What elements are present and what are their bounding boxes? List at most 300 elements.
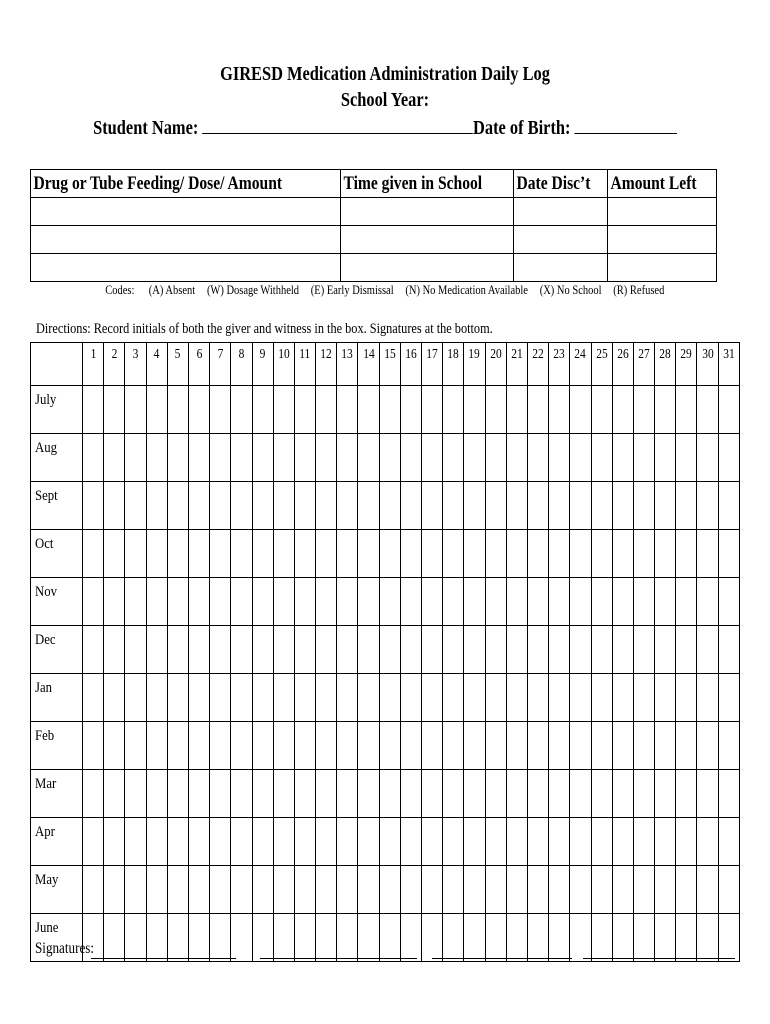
initials-cell[interactable]	[485, 578, 506, 626]
initials-cell[interactable]	[633, 914, 654, 962]
initials-cell[interactable]	[422, 674, 443, 722]
initials-cell[interactable]	[188, 818, 209, 866]
initials-cell[interactable]	[379, 434, 400, 482]
initials-cell[interactable]	[591, 674, 612, 722]
initials-cell[interactable]	[379, 722, 400, 770]
initials-cell[interactable]	[697, 722, 718, 770]
initials-cell[interactable]	[633, 770, 654, 818]
initials-cell[interactable]	[718, 674, 739, 722]
initials-cell[interactable]	[485, 770, 506, 818]
initials-cell[interactable]	[337, 626, 358, 674]
initials-cell[interactable]	[485, 866, 506, 914]
initials-cell[interactable]	[506, 818, 527, 866]
initials-cell[interactable]	[527, 770, 548, 818]
initials-cell[interactable]	[633, 386, 654, 434]
initials-cell[interactable]	[231, 626, 252, 674]
initials-cell[interactable]	[273, 674, 294, 722]
drug-table-cell[interactable]	[607, 198, 716, 226]
initials-cell[interactable]	[231, 578, 252, 626]
initials-cell[interactable]	[188, 914, 209, 962]
initials-cell[interactable]	[527, 482, 548, 530]
initials-cell[interactable]	[422, 866, 443, 914]
initials-cell[interactable]	[252, 578, 273, 626]
drug-table-cell[interactable]	[607, 254, 716, 282]
initials-cell[interactable]	[422, 626, 443, 674]
initials-cell[interactable]	[527, 578, 548, 626]
initials-cell[interactable]	[358, 914, 379, 962]
initials-cell[interactable]	[718, 722, 739, 770]
initials-cell[interactable]	[337, 818, 358, 866]
initials-cell[interactable]	[252, 386, 273, 434]
initials-cell[interactable]	[273, 626, 294, 674]
initials-cell[interactable]	[379, 770, 400, 818]
initials-cell[interactable]	[570, 866, 591, 914]
initials-cell[interactable]	[443, 578, 464, 626]
initials-cell[interactable]	[422, 386, 443, 434]
drug-table-cell[interactable]	[340, 254, 513, 282]
initials-cell[interactable]	[294, 530, 315, 578]
initials-cell[interactable]	[316, 722, 337, 770]
initials-cell[interactable]	[549, 914, 570, 962]
initials-cell[interactable]	[316, 482, 337, 530]
initials-cell[interactable]	[443, 866, 464, 914]
initials-cell[interactable]	[443, 386, 464, 434]
initials-cell[interactable]	[697, 866, 718, 914]
initials-cell[interactable]	[104, 866, 125, 914]
initials-cell[interactable]	[697, 818, 718, 866]
initials-cell[interactable]	[612, 722, 633, 770]
initials-cell[interactable]	[316, 434, 337, 482]
initials-cell[interactable]	[125, 482, 146, 530]
initials-cell[interactable]	[83, 818, 104, 866]
initials-cell[interactable]	[464, 770, 485, 818]
initials-cell[interactable]	[506, 626, 527, 674]
drug-table-cell[interactable]	[31, 254, 341, 282]
initials-cell[interactable]	[316, 818, 337, 866]
initials-cell[interactable]	[612, 914, 633, 962]
initials-cell[interactable]	[294, 578, 315, 626]
initials-cell[interactable]	[146, 626, 167, 674]
initials-cell[interactable]	[337, 434, 358, 482]
initials-cell[interactable]	[167, 722, 188, 770]
initials-cell[interactable]	[506, 578, 527, 626]
initials-cell[interactable]	[294, 770, 315, 818]
initials-cell[interactable]	[252, 674, 273, 722]
initials-cell[interactable]	[718, 482, 739, 530]
initials-cell[interactable]	[633, 818, 654, 866]
initials-cell[interactable]	[506, 722, 527, 770]
initials-cell[interactable]	[591, 530, 612, 578]
initials-cell[interactable]	[676, 770, 697, 818]
initials-cell[interactable]	[697, 626, 718, 674]
initials-cell[interactable]	[167, 626, 188, 674]
initials-cell[interactable]	[210, 914, 231, 962]
initials-cell[interactable]	[718, 914, 739, 962]
initials-cell[interactable]	[294, 722, 315, 770]
initials-cell[interactable]	[549, 434, 570, 482]
drug-table-cell[interactable]	[513, 254, 607, 282]
initials-cell[interactable]	[400, 674, 421, 722]
initials-cell[interactable]	[379, 914, 400, 962]
initials-cell[interactable]	[422, 482, 443, 530]
drug-table-cell[interactable]	[31, 198, 341, 226]
initials-cell[interactable]	[146, 482, 167, 530]
initials-cell[interactable]	[146, 530, 167, 578]
initials-cell[interactable]	[188, 626, 209, 674]
initials-cell[interactable]	[506, 530, 527, 578]
initials-cell[interactable]	[422, 434, 443, 482]
initials-cell[interactable]	[358, 578, 379, 626]
initials-cell[interactable]	[167, 434, 188, 482]
initials-cell[interactable]	[379, 482, 400, 530]
initials-cell[interactable]	[210, 482, 231, 530]
initials-cell[interactable]	[337, 482, 358, 530]
initials-cell[interactable]	[273, 530, 294, 578]
initials-cell[interactable]	[379, 866, 400, 914]
initials-cell[interactable]	[210, 626, 231, 674]
initials-cell[interactable]	[146, 818, 167, 866]
initials-cell[interactable]	[612, 530, 633, 578]
initials-cell[interactable]	[231, 770, 252, 818]
initials-cell[interactable]	[400, 482, 421, 530]
initials-cell[interactable]	[104, 818, 125, 866]
initials-cell[interactable]	[549, 770, 570, 818]
initials-cell[interactable]	[83, 578, 104, 626]
initials-cell[interactable]	[506, 674, 527, 722]
initials-cell[interactable]	[718, 386, 739, 434]
initials-cell[interactable]	[633, 866, 654, 914]
initials-cell[interactable]	[358, 722, 379, 770]
initials-cell[interactable]	[591, 770, 612, 818]
initials-cell[interactable]	[443, 626, 464, 674]
initials-cell[interactable]	[167, 866, 188, 914]
initials-cell[interactable]	[188, 578, 209, 626]
initials-cell[interactable]	[125, 626, 146, 674]
initials-cell[interactable]	[167, 674, 188, 722]
initials-cell[interactable]	[358, 434, 379, 482]
drug-table-cell[interactable]	[340, 198, 513, 226]
initials-cell[interactable]	[422, 914, 443, 962]
initials-cell[interactable]	[146, 866, 167, 914]
drug-table-cell[interactable]	[607, 226, 716, 254]
drug-table-cell[interactable]	[513, 226, 607, 254]
initials-cell[interactable]	[294, 818, 315, 866]
initials-cell[interactable]	[400, 626, 421, 674]
initials-cell[interactable]	[443, 722, 464, 770]
initials-cell[interactable]	[506, 770, 527, 818]
drug-table-cell[interactable]	[31, 226, 341, 254]
signature-line-4[interactable]	[583, 958, 735, 959]
initials-cell[interactable]	[612, 866, 633, 914]
initials-cell[interactable]	[231, 434, 252, 482]
initials-cell[interactable]	[316, 866, 337, 914]
initials-cell[interactable]	[125, 866, 146, 914]
initials-cell[interactable]	[464, 434, 485, 482]
initials-cell[interactable]	[443, 770, 464, 818]
initials-cell[interactable]	[676, 818, 697, 866]
initials-cell[interactable]	[676, 434, 697, 482]
initials-cell[interactable]	[104, 434, 125, 482]
initials-cell[interactable]	[697, 578, 718, 626]
initials-cell[interactable]	[591, 866, 612, 914]
initials-cell[interactable]	[570, 482, 591, 530]
initials-cell[interactable]	[294, 914, 315, 962]
initials-cell[interactable]	[104, 722, 125, 770]
initials-cell[interactable]	[188, 722, 209, 770]
initials-cell[interactable]	[422, 530, 443, 578]
initials-cell[interactable]	[252, 434, 273, 482]
initials-cell[interactable]	[718, 818, 739, 866]
initials-cell[interactable]	[125, 818, 146, 866]
initials-cell[interactable]	[549, 578, 570, 626]
initials-cell[interactable]	[379, 578, 400, 626]
initials-cell[interactable]	[337, 866, 358, 914]
initials-cell[interactable]	[379, 674, 400, 722]
initials-cell[interactable]	[125, 530, 146, 578]
initials-cell[interactable]	[400, 578, 421, 626]
initials-cell[interactable]	[655, 818, 676, 866]
initials-cell[interactable]	[676, 530, 697, 578]
initials-cell[interactable]	[188, 674, 209, 722]
initials-cell[interactable]	[676, 722, 697, 770]
initials-cell[interactable]	[443, 674, 464, 722]
initials-cell[interactable]	[422, 770, 443, 818]
initials-cell[interactable]	[188, 770, 209, 818]
initials-cell[interactable]	[273, 914, 294, 962]
initials-cell[interactable]	[633, 626, 654, 674]
initials-cell[interactable]	[676, 482, 697, 530]
initials-cell[interactable]	[506, 914, 527, 962]
initials-cell[interactable]	[612, 770, 633, 818]
initials-cell[interactable]	[104, 530, 125, 578]
initials-cell[interactable]	[337, 530, 358, 578]
initials-cell[interactable]	[591, 578, 612, 626]
initials-cell[interactable]	[231, 674, 252, 722]
initials-cell[interactable]	[655, 530, 676, 578]
initials-cell[interactable]	[210, 866, 231, 914]
initials-cell[interactable]	[210, 722, 231, 770]
initials-cell[interactable]	[358, 386, 379, 434]
initials-cell[interactable]	[210, 674, 231, 722]
initials-cell[interactable]	[633, 722, 654, 770]
initials-cell[interactable]	[83, 530, 104, 578]
initials-cell[interactable]	[146, 770, 167, 818]
initials-cell[interactable]	[294, 866, 315, 914]
initials-cell[interactable]	[655, 722, 676, 770]
initials-cell[interactable]	[146, 434, 167, 482]
initials-cell[interactable]	[400, 530, 421, 578]
initials-cell[interactable]	[316, 386, 337, 434]
initials-cell[interactable]	[273, 578, 294, 626]
initials-cell[interactable]	[316, 914, 337, 962]
initials-cell[interactable]	[294, 434, 315, 482]
initials-cell[interactable]	[612, 482, 633, 530]
initials-cell[interactable]	[655, 626, 676, 674]
initials-cell[interactable]	[570, 914, 591, 962]
initials-cell[interactable]	[294, 386, 315, 434]
initials-cell[interactable]	[210, 530, 231, 578]
initials-cell[interactable]	[718, 866, 739, 914]
initials-cell[interactable]	[231, 914, 252, 962]
initials-cell[interactable]	[231, 722, 252, 770]
initials-cell[interactable]	[167, 482, 188, 530]
initials-cell[interactable]	[231, 866, 252, 914]
initials-cell[interactable]	[464, 386, 485, 434]
initials-cell[interactable]	[612, 434, 633, 482]
initials-cell[interactable]	[591, 482, 612, 530]
initials-cell[interactable]	[570, 722, 591, 770]
initials-cell[interactable]	[273, 818, 294, 866]
initials-cell[interactable]	[167, 770, 188, 818]
initials-cell[interactable]	[252, 482, 273, 530]
initials-cell[interactable]	[570, 434, 591, 482]
initials-cell[interactable]	[612, 674, 633, 722]
initials-cell[interactable]	[358, 674, 379, 722]
initials-cell[interactable]	[422, 578, 443, 626]
initials-cell[interactable]	[188, 386, 209, 434]
initials-cell[interactable]	[83, 434, 104, 482]
initials-cell[interactable]	[316, 578, 337, 626]
initials-cell[interactable]	[485, 674, 506, 722]
initials-cell[interactable]	[485, 818, 506, 866]
initials-cell[interactable]	[549, 386, 570, 434]
initials-cell[interactable]	[146, 722, 167, 770]
initials-cell[interactable]	[400, 386, 421, 434]
initials-cell[interactable]	[464, 530, 485, 578]
initials-cell[interactable]	[125, 914, 146, 962]
initials-cell[interactable]	[655, 674, 676, 722]
initials-cell[interactable]	[570, 626, 591, 674]
initials-cell[interactable]	[655, 386, 676, 434]
initials-cell[interactable]	[506, 434, 527, 482]
initials-cell[interactable]	[167, 818, 188, 866]
initials-cell[interactable]	[676, 578, 697, 626]
initials-cell[interactable]	[506, 866, 527, 914]
initials-cell[interactable]	[400, 770, 421, 818]
initials-cell[interactable]	[316, 770, 337, 818]
initials-cell[interactable]	[337, 914, 358, 962]
initials-cell[interactable]	[549, 818, 570, 866]
initials-cell[interactable]	[570, 386, 591, 434]
initials-cell[interactable]	[210, 386, 231, 434]
initials-cell[interactable]	[676, 866, 697, 914]
initials-cell[interactable]	[104, 626, 125, 674]
initials-cell[interactable]	[231, 482, 252, 530]
initials-cell[interactable]	[464, 722, 485, 770]
initials-cell[interactable]	[485, 722, 506, 770]
drug-table-cell[interactable]	[340, 226, 513, 254]
initials-cell[interactable]	[252, 722, 273, 770]
initials-cell[interactable]	[570, 578, 591, 626]
initials-cell[interactable]	[612, 626, 633, 674]
initials-cell[interactable]	[527, 434, 548, 482]
initials-cell[interactable]	[337, 674, 358, 722]
initials-cell[interactable]	[697, 914, 718, 962]
initials-cell[interactable]	[125, 770, 146, 818]
initials-cell[interactable]	[549, 626, 570, 674]
initials-cell[interactable]	[527, 386, 548, 434]
initials-cell[interactable]	[146, 578, 167, 626]
initials-cell[interactable]	[146, 674, 167, 722]
initials-cell[interactable]	[83, 770, 104, 818]
initials-cell[interactable]	[273, 386, 294, 434]
initials-cell[interactable]	[337, 770, 358, 818]
initials-cell[interactable]	[612, 578, 633, 626]
initials-cell[interactable]	[655, 482, 676, 530]
initials-cell[interactable]	[358, 818, 379, 866]
student-name-field[interactable]	[202, 115, 473, 134]
initials-cell[interactable]	[527, 722, 548, 770]
initials-cell[interactable]	[273, 770, 294, 818]
initials-cell[interactable]	[485, 530, 506, 578]
initials-cell[interactable]	[464, 578, 485, 626]
initials-cell[interactable]	[379, 626, 400, 674]
initials-cell[interactable]	[83, 626, 104, 674]
initials-cell[interactable]	[655, 866, 676, 914]
initials-cell[interactable]	[358, 770, 379, 818]
initials-cell[interactable]	[633, 530, 654, 578]
signature-line-1[interactable]	[91, 958, 236, 959]
initials-cell[interactable]	[358, 530, 379, 578]
initials-cell[interactable]	[104, 386, 125, 434]
initials-cell[interactable]	[506, 386, 527, 434]
initials-cell[interactable]	[549, 722, 570, 770]
initials-cell[interactable]	[210, 578, 231, 626]
initials-cell[interactable]	[294, 626, 315, 674]
initials-cell[interactable]	[655, 770, 676, 818]
initials-cell[interactable]	[104, 482, 125, 530]
initials-cell[interactable]	[273, 482, 294, 530]
initials-cell[interactable]	[464, 914, 485, 962]
initials-cell[interactable]	[316, 626, 337, 674]
initials-cell[interactable]	[231, 386, 252, 434]
initials-cell[interactable]	[146, 914, 167, 962]
initials-cell[interactable]	[252, 626, 273, 674]
initials-cell[interactable]	[316, 530, 337, 578]
initials-cell[interactable]	[549, 530, 570, 578]
initials-cell[interactable]	[337, 578, 358, 626]
initials-cell[interactable]	[570, 818, 591, 866]
initials-cell[interactable]	[591, 818, 612, 866]
initials-cell[interactable]	[273, 866, 294, 914]
initials-cell[interactable]	[549, 866, 570, 914]
initials-cell[interactable]	[104, 674, 125, 722]
initials-cell[interactable]	[337, 386, 358, 434]
date-of-birth-field[interactable]	[574, 115, 677, 134]
initials-cell[interactable]	[549, 482, 570, 530]
initials-cell[interactable]	[252, 770, 273, 818]
initials-cell[interactable]	[210, 818, 231, 866]
initials-cell[interactable]	[294, 674, 315, 722]
initials-cell[interactable]	[443, 434, 464, 482]
initials-cell[interactable]	[188, 482, 209, 530]
initials-cell[interactable]	[485, 914, 506, 962]
initials-cell[interactable]	[570, 530, 591, 578]
initials-cell[interactable]	[676, 674, 697, 722]
initials-cell[interactable]	[210, 770, 231, 818]
initials-cell[interactable]	[104, 578, 125, 626]
initials-cell[interactable]	[633, 434, 654, 482]
initials-cell[interactable]	[591, 434, 612, 482]
initials-cell[interactable]	[485, 434, 506, 482]
initials-cell[interactable]	[83, 386, 104, 434]
initials-cell[interactable]	[591, 914, 612, 962]
initials-cell[interactable]	[464, 674, 485, 722]
initials-cell[interactable]	[400, 722, 421, 770]
initials-cell[interactable]	[125, 434, 146, 482]
initials-cell[interactable]	[527, 626, 548, 674]
initials-cell[interactable]	[83, 482, 104, 530]
